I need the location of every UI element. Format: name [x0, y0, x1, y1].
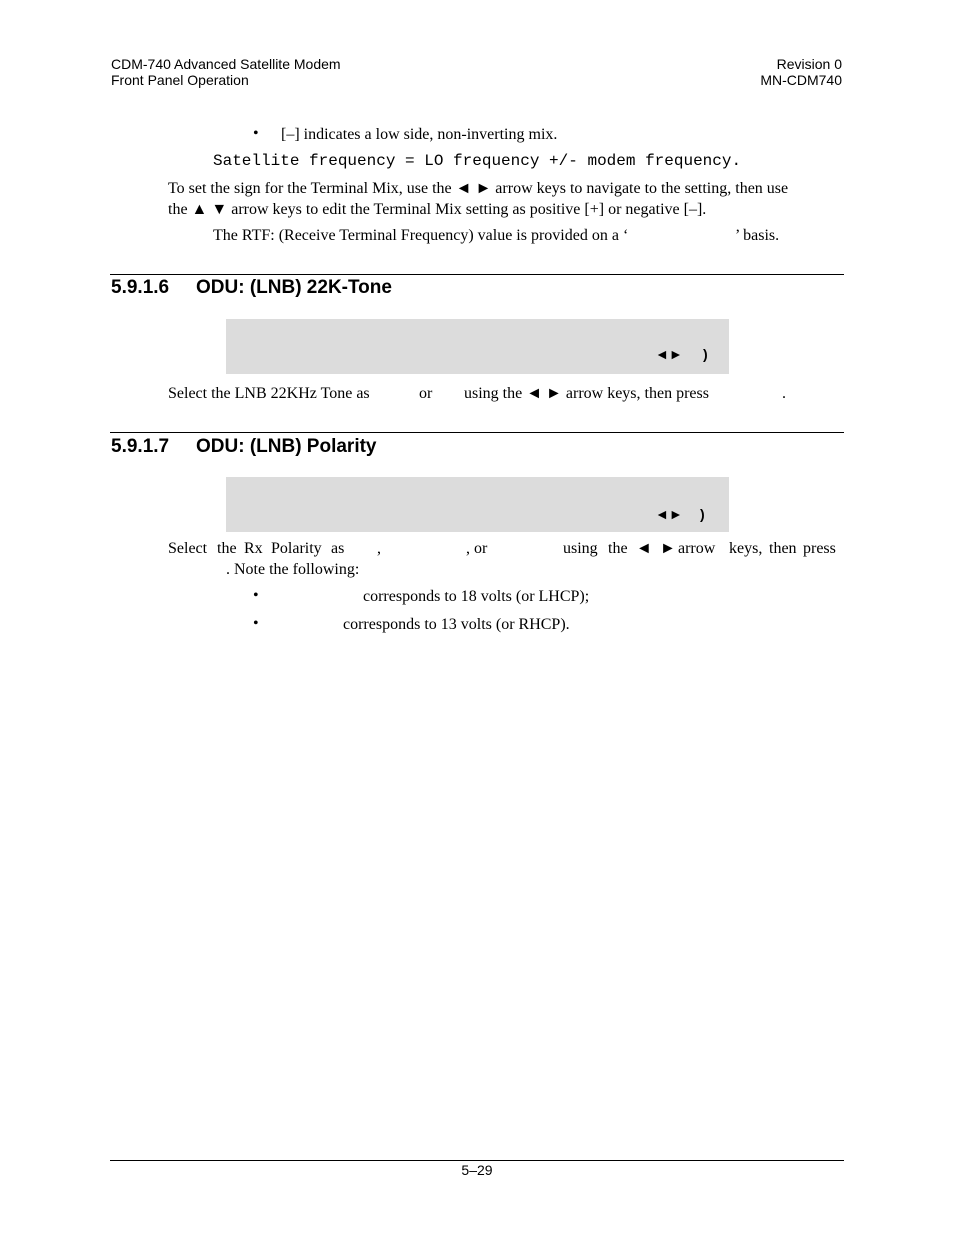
instruction-word: , — [377, 540, 381, 557]
lcd-paren: ) — [700, 506, 705, 522]
lcd-arrows-icon: ◄► — [655, 506, 683, 522]
formula-text: Satellite frequency = LO frequency +/- modem frequency. — [213, 152, 742, 170]
instruction-word: the — [608, 540, 628, 557]
footer-divider — [110, 1160, 844, 1161]
bullet-marker: • — [253, 587, 259, 604]
bullet-marker: • — [253, 125, 259, 142]
paragraph-line: the ▲ ▼ arrow keys to edit the Terminal Mix setting as positive [+] or negative [–]. — [168, 201, 707, 218]
bullet-text: [–] indicates a low side, non-inverting mix. — [281, 126, 558, 143]
instruction-text: Select the LNB 22KHz Tone as — [168, 385, 370, 402]
instruction-word: ► — [660, 540, 676, 557]
lcd-arrows-icon: ◄► — [655, 346, 683, 362]
instruction-word: then — [769, 540, 797, 557]
instruction-word: Polarity — [271, 540, 322, 557]
lcd-display — [226, 477, 729, 532]
header-revision: Revision 0 — [776, 56, 842, 72]
instruction-text: using the ◄ ► arrow keys, then press — [464, 385, 709, 402]
instruction-word: ◄ — [636, 540, 652, 557]
instruction-word: press — [803, 540, 836, 557]
rtf-text-start: The RTF: (Receive Terminal Frequency) value is provided on a ‘ — [213, 227, 629, 244]
section-title: ODU: (LNB) 22K-Tone — [196, 277, 392, 298]
paragraph-line: To set the sign for the Terminal Mix, use the ◄ ► arrow keys to navigate to the setting, then use — [168, 180, 789, 197]
header-subtitle: Front Panel Operation — [111, 72, 249, 88]
bullet-marker: • — [253, 615, 259, 632]
section-number: 5.9.1.7 — [111, 436, 170, 457]
section-title: ODU: (LNB) Polarity — [196, 436, 377, 457]
instruction-word: Select — [168, 540, 208, 557]
instruction-text: or — [419, 385, 433, 402]
header-doc-number: MN-CDM740 — [760, 72, 842, 88]
lcd-display — [226, 319, 729, 374]
instruction-text: . Note the following: — [226, 561, 360, 578]
lcd-paren: ) — [703, 346, 708, 362]
header-title: CDM-740 Advanced Satellite Modem — [111, 56, 341, 72]
instruction-word: arrow — [678, 540, 716, 557]
instruction-word: the — [217, 540, 237, 557]
instruction-word: keys, — [729, 540, 763, 557]
bullet-text: corresponds to 18 volts (or LHCP); — [363, 588, 590, 605]
page-number: 5–29 — [461, 1162, 493, 1178]
instruction-word: Rx — [244, 540, 263, 557]
instruction-text: . — [782, 385, 786, 402]
section-divider — [110, 432, 844, 433]
bullet-text: corresponds to 13 volts (or RHCP). — [343, 616, 570, 633]
instruction-word: , or — [466, 540, 488, 557]
instruction-word: as — [331, 540, 345, 557]
section-divider — [110, 274, 844, 275]
instruction-word: using — [563, 540, 598, 557]
section-number: 5.9.1.6 — [111, 277, 170, 298]
rtf-text-end: ’ basis. — [735, 227, 780, 244]
